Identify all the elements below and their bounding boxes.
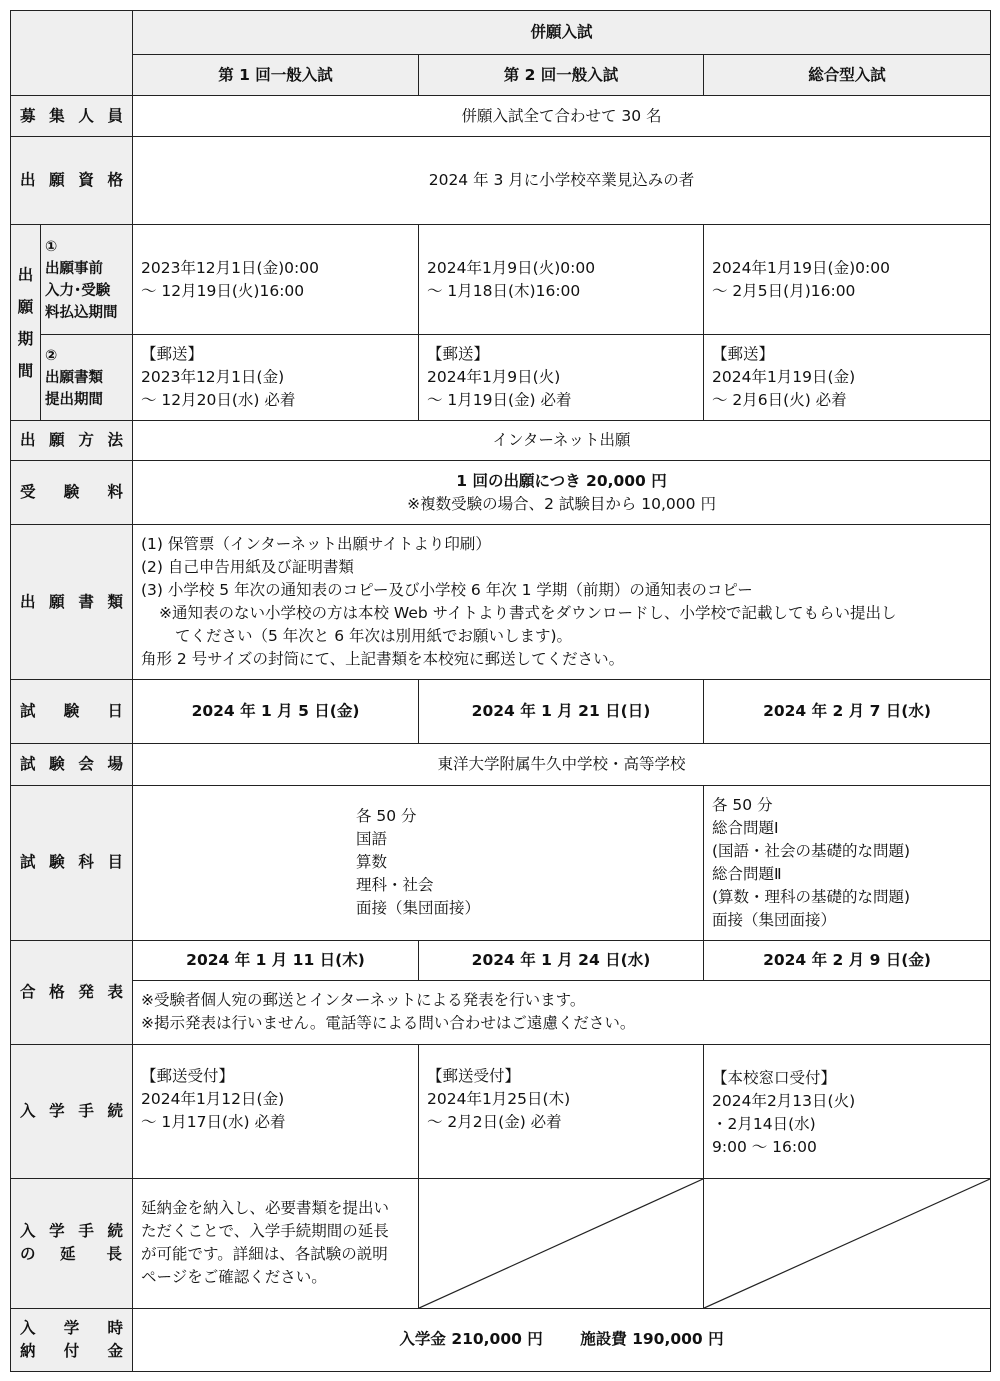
label-char: 募: [20, 106, 36, 125]
label-text: [19, 700, 124, 723]
label-char: 集: [49, 106, 65, 125]
label-char: 入: [20, 1222, 36, 1241]
subjects-comp-6: 面接（集団面接）: [712, 910, 837, 929]
period-docs-2-tag: 【郵送】: [427, 345, 490, 364]
venue-value: 東洋大学附属牛久中学校・高等学校: [133, 744, 991, 785]
extension-na-3: [704, 1178, 991, 1308]
result-notes: [133, 980, 991, 1044]
payment-facility: 施設費 190,000 円: [580, 1330, 724, 1349]
label-result: [11, 940, 133, 1044]
label-venue: [11, 744, 133, 785]
procedure-3-line2: ・2月14日(水): [712, 1114, 816, 1133]
period-entry-1-line2: ～ 12月19日(火)16:00: [141, 281, 305, 300]
period-entry-2-line1: 2024年1月9日(火)0:00: [427, 258, 596, 277]
period-docs-3-tag: 【郵送】: [712, 345, 775, 364]
label-documents: [11, 525, 133, 680]
label-char: 続: [107, 1222, 123, 1241]
exam-date-1: 2024 年 1 月 5 日(金): [133, 680, 419, 744]
label-char: 願: [49, 431, 65, 450]
label-char: 員: [107, 106, 123, 125]
procedure-2-tag: 【郵送受付】: [427, 1067, 521, 1086]
procedure-3-line3: 9:00 ～ 16:00: [712, 1137, 817, 1156]
label-char: 時: [107, 1318, 123, 1337]
extension-line-3: が可能です。詳細は、各試験の説明: [141, 1245, 388, 1264]
label-char: 試: [20, 702, 36, 721]
period-docs-2-line2: ～ 1月19日(金) 必着: [427, 391, 572, 410]
procedure-1-line2: ～ 1月17日(水) 必着: [141, 1113, 286, 1132]
label-char: 付: [63, 1341, 80, 1360]
label-char: 験: [49, 853, 65, 872]
label-procedure: [11, 1044, 133, 1178]
label-char: 出: [20, 592, 36, 611]
label-char: 延: [60, 1245, 76, 1264]
period-docs-1-tag: 【郵送】: [141, 345, 204, 364]
documents-line-2: (2) 自己申告用紙及び証明書類: [141, 558, 354, 577]
label-char: 験: [63, 483, 80, 502]
label-char: 会: [78, 754, 94, 773]
documents-line-5: てください（5 年次と 6 年次は別用紙でお願いします)。: [175, 627, 573, 646]
label-char: 験: [49, 754, 65, 773]
result-date-3: 2024 年 2 月 9 日(金): [704, 940, 991, 980]
result-date-2: 2024 年 1 月 24 日(水): [419, 940, 704, 980]
label-text: [19, 591, 124, 614]
period-docs-1: [133, 335, 419, 421]
sub2-num: ②: [45, 347, 58, 364]
period-entry-3-line2: ～ 2月5日(月)16:00: [712, 281, 856, 300]
fee-note: ※複数受験の場合、2 試験目から 10,000 円: [407, 494, 716, 513]
qualification-value: 2024 年 3 月に小学校卒業見込みの者: [133, 137, 991, 225]
label-char: 人: [78, 106, 94, 125]
label-text: [19, 851, 124, 874]
label-char: 学: [49, 1222, 65, 1241]
label-char: 出: [20, 171, 36, 190]
procedure-2-line2: ～ 2月2日(金) 必着: [427, 1113, 562, 1132]
procedure-2-line3: [427, 1134, 695, 1157]
period-entry-2-line2: ～ 1月18日(木)16:00: [427, 281, 581, 300]
label-text: [19, 1100, 124, 1123]
documents-line-6: 角形 2 号サイズの封筒にて、上記書類を本校宛に郵送してください。: [141, 650, 625, 669]
label-char: 手: [78, 1222, 94, 1241]
header-corner: [11, 11, 133, 96]
payment-enrollment: 入学金 210,000 円: [399, 1330, 543, 1349]
label-char: 資: [78, 171, 94, 190]
period-entry-3-line1: 2024年1月19日(金)0:00: [712, 258, 890, 277]
label-payment-line1: [19, 1317, 124, 1340]
label-char: 出: [17, 265, 34, 284]
label-char: 科: [78, 853, 94, 872]
procedure-1: [133, 1044, 419, 1178]
label-char: 学: [49, 1101, 65, 1120]
label-char: 願: [49, 592, 65, 611]
period-docs-3-line1: 2024年1月19日(金): [712, 368, 856, 387]
procedure-1-line3: [141, 1134, 410, 1157]
procedure-2-line1: 2024年1月25日(木): [427, 1090, 571, 1109]
label-char: 法: [107, 431, 123, 450]
label-char: 料: [107, 483, 123, 502]
fee-main: 1 回の出願につき 20,000 円: [456, 471, 667, 490]
procedure-3-tag: 【本校窓口受付】: [712, 1068, 837, 1087]
extension-na-2: [419, 1178, 704, 1308]
label-char: 方: [78, 431, 94, 450]
period-entry-1: [133, 225, 419, 335]
label-text: [19, 105, 124, 128]
period-docs-1-line1: 2023年12月1日(金): [141, 368, 285, 387]
subjects-general: [133, 785, 704, 940]
label-char: 場: [107, 754, 123, 773]
period-entry-2: [419, 225, 704, 335]
period-entry-1-line1: 2023年12月1日(金)0:00: [141, 258, 319, 277]
documents-value: [133, 525, 991, 680]
admission-table: [10, 10, 991, 1372]
result-note-2: ※掲示発表は行いません。電話等による問い合わせはご遠慮ください。: [141, 1014, 636, 1033]
subjects-general-3: 算数: [355, 853, 387, 872]
subjects-general-4: 理科・社会: [355, 876, 434, 895]
label-char: 手: [78, 1101, 94, 1120]
label-method: [11, 421, 133, 461]
method-value: インターネット出願: [133, 421, 991, 461]
procedure-1-line1: 2024年1月12日(金): [141, 1090, 285, 1109]
label-payment-line2: [19, 1340, 124, 1363]
label-subjects: [11, 785, 133, 940]
period-docs-2: [419, 335, 704, 421]
label-payment: [11, 1308, 133, 1371]
sub2-line1: 出願書類: [45, 369, 103, 386]
label-char: 入: [20, 1101, 36, 1120]
label-char: 類: [107, 592, 123, 611]
diagonal-line: [419, 1179, 703, 1308]
procedure-2: [419, 1044, 704, 1178]
label-char: 試: [20, 754, 36, 773]
label-char: 日: [107, 702, 123, 721]
subjects-comp-5: (算数・理科の基礎的な問題): [712, 887, 911, 906]
diagonal-line: [704, 1179, 990, 1308]
label-period: [11, 225, 41, 421]
label-char: 目: [107, 853, 123, 872]
label-text: [19, 169, 124, 192]
fee-value: [133, 461, 991, 525]
label-fee: [11, 461, 133, 525]
subjects-comp-2: 総合問題Ⅰ: [712, 818, 779, 837]
label-char: 書: [78, 592, 94, 611]
label-qualification: [11, 137, 133, 225]
subjects-general-5: 面接（集団面接）: [355, 899, 480, 918]
label-text: [19, 429, 124, 452]
procedure-3: [704, 1044, 991, 1178]
label-text: [19, 753, 124, 776]
result-note-1: ※受験者個人宛の郵送とインターネットによる発表を行います。: [141, 991, 586, 1010]
label-char: 験: [63, 702, 80, 721]
label-char: 合: [20, 982, 36, 1001]
exam-date-2: 2024 年 1 月 21 日(日): [419, 680, 704, 744]
documents-line-4: ※通知表のない小学校の方は本校 Web サイトより書式をダウンロードし、小学校で記載してもらい提出し: [159, 604, 897, 623]
label-char: 金: [107, 1341, 123, 1360]
sub1-num: ①: [45, 238, 58, 255]
sub1-line2: 入力･受験: [45, 282, 111, 299]
label-char: 続: [107, 1101, 123, 1120]
header-col-1: 第 1 回一般入試: [133, 55, 419, 96]
subjects-comp-3: (国語・社会の基礎的な問題): [712, 841, 911, 860]
label-char: 期: [17, 329, 34, 348]
subjects-general-1: 各 50 分: [355, 807, 417, 826]
subjects-comp-4: 総合問題Ⅱ: [712, 864, 782, 883]
header-col-3: 総合型入試: [704, 55, 991, 96]
label-char: 長: [106, 1245, 122, 1264]
period-docs-2-line1: 2024年1月9日(火): [427, 368, 561, 387]
label-char: 願: [17, 297, 34, 316]
subjects-general-list: [356, 805, 480, 920]
extension-value: [133, 1178, 419, 1308]
subjects-comprehensive: [704, 785, 991, 940]
period-docs-1-line2: ～ 12月20日(水) 必着: [141, 391, 296, 410]
extension-line-1: 延納金を納入し、必要書類を提出い: [141, 1199, 390, 1218]
result-date-1: 2024 年 1 月 11 日(木): [133, 940, 419, 980]
label-char: 間: [17, 361, 34, 380]
extension-line-2: ただくことで、入学手続期間の延長: [141, 1222, 389, 1241]
period-docs-3: [704, 335, 991, 421]
period-docs-3-line2: ～ 2月6日(火) 必着: [712, 391, 847, 410]
label-char: 願: [49, 171, 65, 190]
label-period-sub2: [41, 335, 133, 421]
label-char: 出: [20, 431, 36, 450]
label-char: 納: [20, 1341, 36, 1360]
sub1-line3: 料払込期間: [45, 304, 118, 321]
payment-value: [133, 1308, 991, 1371]
sub2-line2: 提出期間: [45, 391, 103, 408]
label-extension-line2: [19, 1243, 124, 1266]
label-period-text: [11, 259, 40, 387]
header-group: 併願入試: [133, 11, 991, 55]
procedure-3-line1: 2024年2月13日(火): [712, 1091, 856, 1110]
subjects-general-2: 国語: [355, 830, 387, 849]
label-char: 受: [20, 483, 36, 502]
period-entry-3: [704, 225, 991, 335]
subjects-comp-1: 各 50 分: [712, 795, 773, 814]
label-period-sub1: [41, 225, 133, 335]
label-char: 格: [49, 982, 65, 1001]
header-col-2: 第 2 回一般入試: [419, 55, 704, 96]
label-text: [19, 481, 124, 504]
procedure-1-tag: 【郵送受付】: [141, 1067, 235, 1086]
label-char: 表: [107, 982, 123, 1001]
label-extension-no: の: [20, 1245, 36, 1264]
extension-line-4: ページをご確認ください。: [141, 1268, 327, 1287]
label-char: 学: [63, 1318, 80, 1337]
recruit-value: 併願入試全て合わせて 30 名: [133, 96, 991, 137]
label-text: [19, 981, 124, 1004]
documents-line-1: (1) 保管票（インターネット出願サイトより印刷）: [141, 535, 491, 554]
label-char: 格: [107, 171, 123, 190]
exam-date-3: 2024 年 2 月 7 日(水): [704, 680, 991, 744]
label-extension: [11, 1178, 133, 1308]
label-char: 試: [20, 853, 36, 872]
label-extension-line1: [19, 1220, 124, 1243]
sub1-line1: 出願事前: [45, 260, 103, 277]
label-char: 入: [20, 1318, 36, 1337]
label-extension-enchou: [59, 1243, 123, 1266]
label-recruit: [11, 96, 133, 137]
label-char: 発: [78, 982, 94, 1001]
documents-line-3: (3) 小学校 5 年次の通知表のコピー及び小学校 6 年次 1 学期（前期）の通知表のコピー: [141, 581, 753, 600]
label-exam-date: [11, 680, 133, 744]
